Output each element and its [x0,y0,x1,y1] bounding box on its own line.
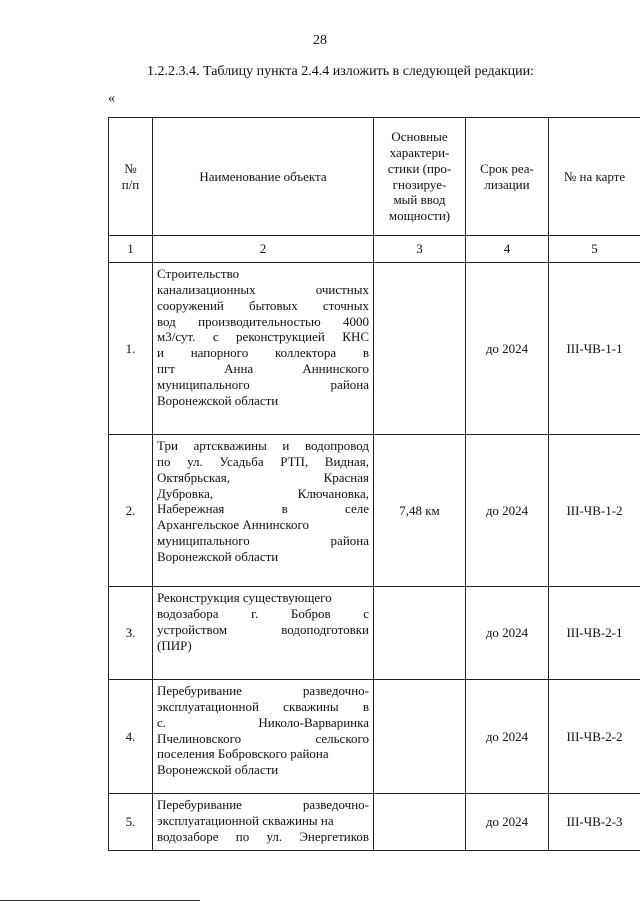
object-name-line: м3/сут. с реконструкцией КНС [157,329,369,345]
capacity-cell [374,680,466,794]
map-number-cell: III-ЧВ-2-1 [549,587,640,680]
column-number: 1 [109,236,153,263]
object-name-line: с. Николо-Варваринка [157,714,369,730]
object-name-line: Перебуривание разведочно- [157,683,369,698]
instruction-text: 1.2.2.3.4. Таблицу пункта 2.4.4 изложить в следующей редакции: [147,64,535,79]
header-number-line: № [124,160,137,176]
term-cell: до 2024 [466,587,549,680]
header-map-number: № на карте [549,118,640,236]
table-row [109,263,640,435]
object-name-line: муниципального района [157,377,369,393]
object-name-line: и напорного коллектора в [157,345,369,361]
header-characteristics [374,118,466,236]
object-name-line: Перебуривание разведочно- [157,797,369,812]
header-number [109,118,153,236]
footer-divider [0,900,200,901]
capacity-cell [374,794,466,851]
opening-quote: « [108,91,115,106]
object-name-line: Воронежской области [157,392,279,408]
header-characteristics-line: Основные [391,128,448,144]
table-row [109,794,640,851]
row-number: 4. [109,680,153,794]
object-name-line: поселения Бобровского района [157,746,329,762]
capacity-cell [374,263,466,435]
column-number: 2 [153,236,374,263]
row-number: 2. [109,435,153,587]
row-number: 1. [109,263,153,435]
term-cell: до 2024 [466,263,549,435]
map-number-cell: III-ЧВ-1-1 [549,263,640,435]
term-cell: до 2024 [466,680,549,794]
object-name [153,263,374,435]
map-number-cell: III-ЧВ-2-2 [549,680,640,794]
object-name-line: эксплуатационной скважины на [157,812,334,828]
map-number-cell: III-ЧВ-1-2 [549,435,640,587]
object-name-line: Воронежской области [157,762,279,778]
header-object-name: Наименование объекта [153,118,374,236]
object-name-line: (ПИР) [157,637,192,653]
column-number: 3 [374,236,466,263]
header-characteristics-line: стики (про- [387,160,452,176]
page-number: 28 [313,33,327,48]
object-name-line: водозаборе по ул. Энергетиков [157,828,369,844]
object-name-line: канализационных очистных [157,281,369,297]
header-characteristics-line: мый ввод [393,192,446,208]
object-name-line: Три артскважины и водопровод [157,438,369,453]
header-characteristics-line: гнозируе- [392,176,447,192]
object-name-line: устройством водоподготовки [157,621,369,637]
object-name-line: вод производительностью 4000 [157,313,369,329]
column-numbers-row [109,236,640,263]
object-name-line: Воронежской области [157,549,279,565]
row-number: 5. [109,794,153,851]
object-name-line: Октябрьская, Красная [157,469,369,485]
object-name-line: муниципального района [157,533,369,549]
objects-table [108,117,640,851]
column-number: 5 [549,236,640,263]
table-row [109,587,640,680]
term-cell: до 2024 [466,794,549,851]
map-number-cell: III-ЧВ-2-3 [549,794,640,851]
capacity-cell [374,587,466,680]
header-term-line: лизации [484,176,530,192]
object-name-line: Набережная в селе [157,501,369,517]
object-name-line: Дубровка, Ключановка, [157,485,369,501]
column-number: 4 [466,236,549,263]
object-name-line: по ул. Усадьба РТП, Видная, [157,453,369,469]
object-name [153,794,374,851]
row-number: 3. [109,587,153,680]
header-characteristics-line: мощности) [388,208,451,224]
header-term-line: Срок реа- [480,160,534,176]
object-name-line: сооружений бытовых сточных [157,297,369,313]
header-number-line: п/п [121,176,140,192]
object-name-line: Пчелиновского сельского [157,730,369,746]
object-name-line: Архангельское Аннинского [157,517,310,533]
table-row [109,435,640,587]
object-name [153,435,374,587]
header-characteristics-line: характери- [389,144,450,160]
object-name [153,587,374,680]
term-cell: до 2024 [466,435,549,587]
header-term [466,118,549,236]
object-name-line: Строительство [157,266,240,281]
object-name-line: водозабора г. Бобров с [157,605,369,621]
object-name-line: пгт Анна Аннинского [157,361,369,377]
object-name [153,680,374,794]
table-row [109,680,640,794]
capacity-cell: 7,48 км [374,435,466,587]
object-name-line: эксплуатационной скважины в [157,698,369,714]
table-header-row [109,118,640,236]
object-name-line: Реконструкция существующего [157,590,332,605]
